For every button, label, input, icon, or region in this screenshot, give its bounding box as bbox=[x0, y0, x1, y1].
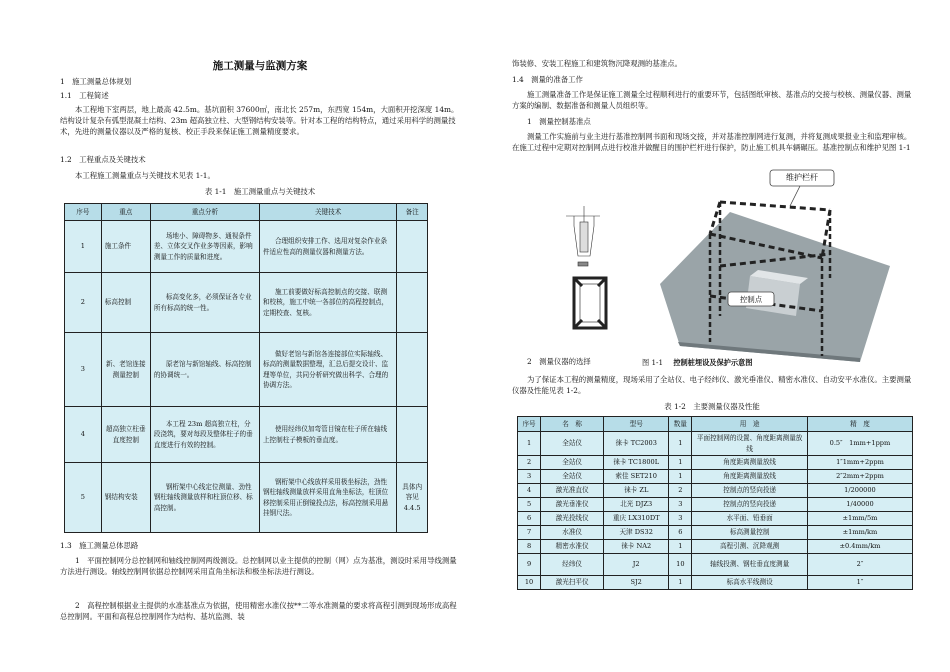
section-1-2-text: 本工程施工测量重点与关键技术见表 1-1。 bbox=[75, 171, 215, 180]
table-cell: 3 bbox=[669, 512, 692, 526]
table-row bbox=[65, 463, 428, 533]
table-cell: 徕卡 ZL bbox=[604, 484, 669, 498]
right-top-text: 饰装修、安装工程施工和建筑物沉降观测的基准点。 bbox=[512, 59, 682, 68]
table-cell: 0.5″ 1mm+1ppm bbox=[807, 432, 912, 456]
section-1-4-1-text: 测量工作实施前与业主进行基准控制网书面和现场交接，并对基准控制网进行复测，并将复测成果报业主和监理审核。在施工过程中定期对控制网点进行校准并做醒目的围护栏杆进行保护，防止施工机具车辆碾压。基准控制点和维护见图 1-1 bbox=[512, 132, 912, 152]
section-1-3-text-1: 1 平面控制网分总控制网和轴线控制网两级测设。总控制网以业主提供的控制（网）点为基准，测设时采用导线测量方法进行测设。轴线控制网依据总控制网采用直角坐标法和极坐标法进行测设。 bbox=[60, 556, 457, 576]
table-cell: 10 bbox=[669, 554, 692, 576]
table-cell: 控制点的竖向投递 bbox=[692, 498, 808, 512]
table-cell: 5 bbox=[518, 498, 541, 512]
table-cell: 2 bbox=[669, 484, 692, 498]
table-cell: 全站仪 bbox=[541, 470, 604, 484]
figure-1-1 bbox=[560, 166, 890, 362]
section-1-4-heading: 1.4 测量的准备工作 bbox=[512, 75, 583, 84]
table-cell: 角度距离测量放线 bbox=[692, 456, 808, 470]
table-1-header: 重点 bbox=[101, 204, 150, 221]
table-cell: 3 bbox=[669, 498, 692, 512]
table-cell: 水平面、铅垂面 bbox=[692, 512, 808, 526]
table-cell: 标高控制 bbox=[101, 273, 150, 333]
table-2-header: 数量 bbox=[669, 417, 692, 432]
table-row bbox=[518, 540, 913, 554]
table-cell: 3 bbox=[65, 333, 102, 407]
table-row bbox=[518, 484, 913, 498]
table-cell: 激光扫平仪 bbox=[541, 576, 604, 590]
section-1-heading: 1 施工测量总体规划 bbox=[60, 77, 132, 86]
table-row bbox=[65, 221, 428, 273]
table-2-body bbox=[518, 432, 913, 590]
table-2-header: 精 度 bbox=[807, 417, 912, 432]
table-cell: 1 bbox=[518, 432, 541, 456]
table-cell: 2″2mm+2ppm bbox=[807, 470, 912, 484]
table-2 bbox=[517, 416, 913, 590]
table-row bbox=[518, 498, 913, 512]
table-cell: 激光垂准仪 bbox=[541, 498, 604, 512]
table-cell: 3 bbox=[518, 470, 541, 484]
section-1-2-heading: 1.2 工程重点及关键技术 bbox=[60, 155, 146, 164]
table-cell: 标高变化多，必须保证各专业所有标高的统一性。 bbox=[150, 273, 259, 333]
figure-number: 图 1-1 bbox=[642, 358, 664, 367]
document-title: 施工测量与监测方案 bbox=[212, 60, 308, 72]
table-row bbox=[518, 456, 913, 470]
table-cell bbox=[397, 221, 428, 273]
table-cell: 徕卡 TC2003 bbox=[604, 432, 669, 456]
table-cell: 1 bbox=[669, 432, 692, 456]
table-cell: 10 bbox=[518, 576, 541, 590]
section-1-4-2-text: 为了保证本工程的测量精度，现场采用了全站仪、电子经纬仪、激光垂准仪、精密水准仪、自动安平水准仪。主要测量仪器及性能见表 1-2。 bbox=[512, 375, 912, 395]
table-cell: 5 bbox=[65, 463, 102, 533]
section-1-4-text: 施工测量准备工作是保证施工测量全过程顺利进行的重要环节，包括图纸审核、基准点的交接与校核、测量仪器、测量方案的编制、数据准备和测量人员组织等。 bbox=[512, 90, 912, 110]
table-cell: 做好老馆与新馆各连接部位实际轴线、标高的测量数据整理，汇总后提交设计、监理等单位，共同分析研究做出科学、合理的协调方法。 bbox=[259, 333, 396, 407]
table-cell: 徕卡 NA2 bbox=[604, 540, 669, 554]
table-cell: 2″ bbox=[807, 554, 912, 576]
table-cell: 角度距离测量放线 bbox=[692, 470, 808, 484]
table-cell: 1 bbox=[669, 540, 692, 554]
table-cell: 9 bbox=[518, 554, 541, 576]
table-cell: 具体内容见 4.4.5 bbox=[397, 463, 428, 533]
table-cell: 1 bbox=[669, 470, 692, 484]
table-cell: 使用经纬仪加弯管目镜在柱子所在轴线上控制柱子模板的垂直度。 bbox=[259, 407, 396, 463]
table-row bbox=[65, 407, 428, 463]
table-cell: 本工程 23m 超高独立柱，分段浇筑，要对每段及整体柱子的垂直度进行有效的控制。 bbox=[150, 407, 259, 463]
table-cell: 7 bbox=[518, 526, 541, 540]
table-2-header: 用 途 bbox=[692, 417, 808, 432]
table-cell: 2 bbox=[65, 273, 102, 333]
table-cell: 施工条件 bbox=[101, 221, 150, 273]
table-cell: 激光投线仪 bbox=[541, 512, 604, 526]
table-cell: SJ2 bbox=[604, 576, 669, 590]
table-cell: 轴线投测、钢柱垂直度测量 bbox=[692, 554, 808, 576]
section-1-1-text: 本工程地下室两层，地上最高 42.5m。基坑面积 37600㎡，南北长 257m，东西宽 154m，大面积开挖深度 14m。结构设计复杂有弧型混凝土结构、23m 超高独立柱、大型钢结构安装等。针对本工程的结构特点，通过采用科学的测量技术，先进的测量仪器以及严格的复核、校正手段来保证施工测量精度要求。 bbox=[60, 105, 459, 136]
section-1-3-text-2: 2 高程控制根据业主提供的水准基准点为依据，使用精密水准仪按**二等水准测量的要求将高程引测到现场形成高程总控制网。平面和高程总控制网作为结构、基坑监测、装 bbox=[60, 601, 457, 621]
section-1-3-heading: 1.3 施工测量总体思路 bbox=[60, 541, 139, 550]
table-cell: 重庆 LX310DT bbox=[604, 512, 669, 526]
table-cell: 4 bbox=[518, 484, 541, 498]
table-cell: 1″1mm+2ppm bbox=[807, 456, 912, 470]
table-cell: 1/200000 bbox=[807, 484, 912, 498]
table-cell: 激光准直仪 bbox=[541, 484, 604, 498]
table-cell: 1 bbox=[65, 221, 102, 273]
table-cell: ±1mm/5m bbox=[807, 512, 912, 526]
table-cell: 4 bbox=[65, 407, 102, 463]
table-cell bbox=[397, 273, 428, 333]
table-cell: 6 bbox=[518, 512, 541, 526]
table-cell: 新、老馆连接测量控制 bbox=[101, 333, 150, 407]
table-cell: 索佳 SET210 bbox=[604, 470, 669, 484]
table-row bbox=[518, 432, 913, 456]
table-cell: 全站仪 bbox=[541, 456, 604, 470]
table-cell: 控制点的竖向投递 bbox=[692, 484, 808, 498]
table-cell: 1 bbox=[669, 576, 692, 590]
table-cell: 精密水准仪 bbox=[541, 540, 604, 554]
table-2-header: 序号 bbox=[518, 417, 541, 432]
table-row bbox=[65, 333, 428, 407]
table-cell: 钢桁架中心线放样采用极坐标法，劲性钢柱轴线测量放样采用直角坐标法，柱顶位移控制采用正倒镜投点法，标高控制采用悬挂钢尺法。 bbox=[259, 463, 396, 533]
table-row bbox=[518, 526, 913, 540]
table-row bbox=[518, 554, 913, 576]
table-cell: 1/40000 bbox=[807, 498, 912, 512]
section-1-4-1-heading: 1 测量控制基准点 bbox=[527, 117, 591, 126]
table-cell: 全站仪 bbox=[541, 432, 604, 456]
table-2-header: 型号 bbox=[604, 417, 669, 432]
table-1 bbox=[64, 203, 428, 533]
table-row bbox=[518, 512, 913, 526]
rail-label: 维护栏杆 bbox=[786, 173, 818, 182]
table-cell: 合理组织安排工作、选用对复杂作业条件适应性高的测量仪器和测量方法。 bbox=[259, 221, 396, 273]
table-2-header: 名 称 bbox=[541, 417, 604, 432]
table-cell: 标高测量控制 bbox=[692, 526, 808, 540]
table-1-caption: 表 1-1 施工测量重点与关键技术 bbox=[204, 187, 316, 196]
table-1-header: 备注 bbox=[397, 204, 428, 221]
table-cell: 高程引测、沉降观测 bbox=[692, 540, 808, 554]
table-cell: 1″ bbox=[807, 576, 912, 590]
table-cell: 超高独立柱垂直度控制 bbox=[101, 407, 150, 463]
section-1-4-2-heading: 2 测量仪器的选择 bbox=[527, 357, 591, 366]
table-cell: 钢桁架中心线定位测量、劲性钢柱轴线测量放样和柱顶位移、标高控制。 bbox=[150, 463, 259, 533]
table-cell: 经纬仪 bbox=[541, 554, 604, 576]
table-cell: 水准仪 bbox=[541, 526, 604, 540]
table-cell: 2 bbox=[518, 456, 541, 470]
table-cell: 北光 DJZ3 bbox=[604, 498, 669, 512]
table-cell: 平面控制网的设置、角度距离测量放线 bbox=[692, 432, 808, 456]
section-1-1-heading: 1.1 工程简述 bbox=[60, 91, 109, 100]
table-1-header: 关键技术 bbox=[259, 204, 396, 221]
figure-caption-text: 控制桩埋设及保护示意图 bbox=[673, 358, 753, 367]
table-row bbox=[518, 470, 913, 484]
table-cell: 天津 DS32 bbox=[604, 526, 669, 540]
table-row bbox=[65, 273, 428, 333]
table-cell: 钢结构安装 bbox=[101, 463, 150, 533]
table-cell: ±0.4mm/km bbox=[807, 540, 912, 554]
table-cell bbox=[397, 333, 428, 407]
table-cell: ±1mm/km bbox=[807, 526, 912, 540]
table-row bbox=[518, 576, 913, 590]
table-1-header: 序号 bbox=[65, 204, 102, 221]
table-cell: 原老馆与新馆轴线、标高控制的协调统一。 bbox=[150, 333, 259, 407]
table-cell: 1 bbox=[669, 456, 692, 470]
table-cell: 6 bbox=[669, 526, 692, 540]
table-cell: 8 bbox=[518, 540, 541, 554]
table-2-caption: 表 1-2 主要测量仪器及性能 bbox=[664, 402, 760, 411]
table-cell: 徕卡 TC1800L bbox=[604, 456, 669, 470]
table-cell: 标高水平线测设 bbox=[692, 576, 808, 590]
table-cell: 场地小、障碍物多、通视条件差、立体交叉作业多等因素，影响测量工作的质量和进度。 bbox=[150, 221, 259, 273]
table-cell: J2 bbox=[604, 554, 669, 576]
control-point-label: 控制点 bbox=[739, 295, 763, 304]
table-cell: 施工前要做好标高控制点的交接、联测和校核，施工中统一各部位的高程控制点，定期校查、复核。 bbox=[259, 273, 396, 333]
control-pile-illustration bbox=[560, 166, 890, 362]
table-1-header: 重点分析 bbox=[150, 204, 259, 221]
figure-1-1-caption bbox=[642, 358, 752, 368]
table-cell bbox=[397, 407, 428, 463]
